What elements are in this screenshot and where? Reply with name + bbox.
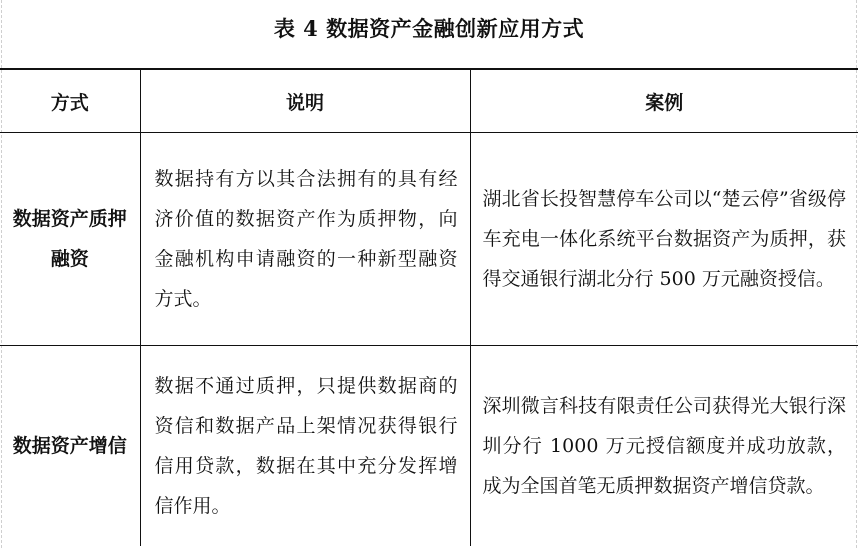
description-cell [140, 133, 470, 346]
case-text: 深圳微言科技有限责任公司获得光大银行深圳分行 1000 万元授信额度并成功放款，成为全国首笔无质押数据资产增信贷款。 [482, 395, 846, 497]
table-header-row [0, 69, 858, 133]
application-methods-table [0, 68, 858, 546]
description-text: 数据持有方以其合法拥有的具有经济价值的数据资产作为质押物，向金融机构申请融资的一种新型融资方式。 [154, 168, 458, 310]
description-text: 数据不通过质押，只提供数据商的资信和数据产品上架情况获得银行信用贷款，数据在其中充分发挥增信作用。 [154, 375, 458, 517]
method-cell [0, 133, 140, 346]
table-title: 表 4 数据资产金融创新应用方式 [273, 16, 585, 41]
header-method: 方式 [0, 69, 140, 133]
header-case: 案例 [470, 69, 858, 133]
method-cell [0, 346, 140, 547]
header-description: 说明 [140, 69, 470, 133]
table-row [0, 346, 858, 547]
description-cell [140, 346, 470, 547]
table-row [0, 133, 858, 346]
case-cell [470, 346, 858, 547]
method-text: 数据资产质押融资 [12, 208, 127, 270]
case-text: 湖北省长投智慧停车公司以“楚云停”省级停车充电一体化系统平台数据资产为质押，获得交通银行湖北分行 500 万元融资授信。 [482, 188, 846, 290]
method-text: 数据资产增信 [12, 435, 127, 457]
case-cell [470, 133, 858, 346]
